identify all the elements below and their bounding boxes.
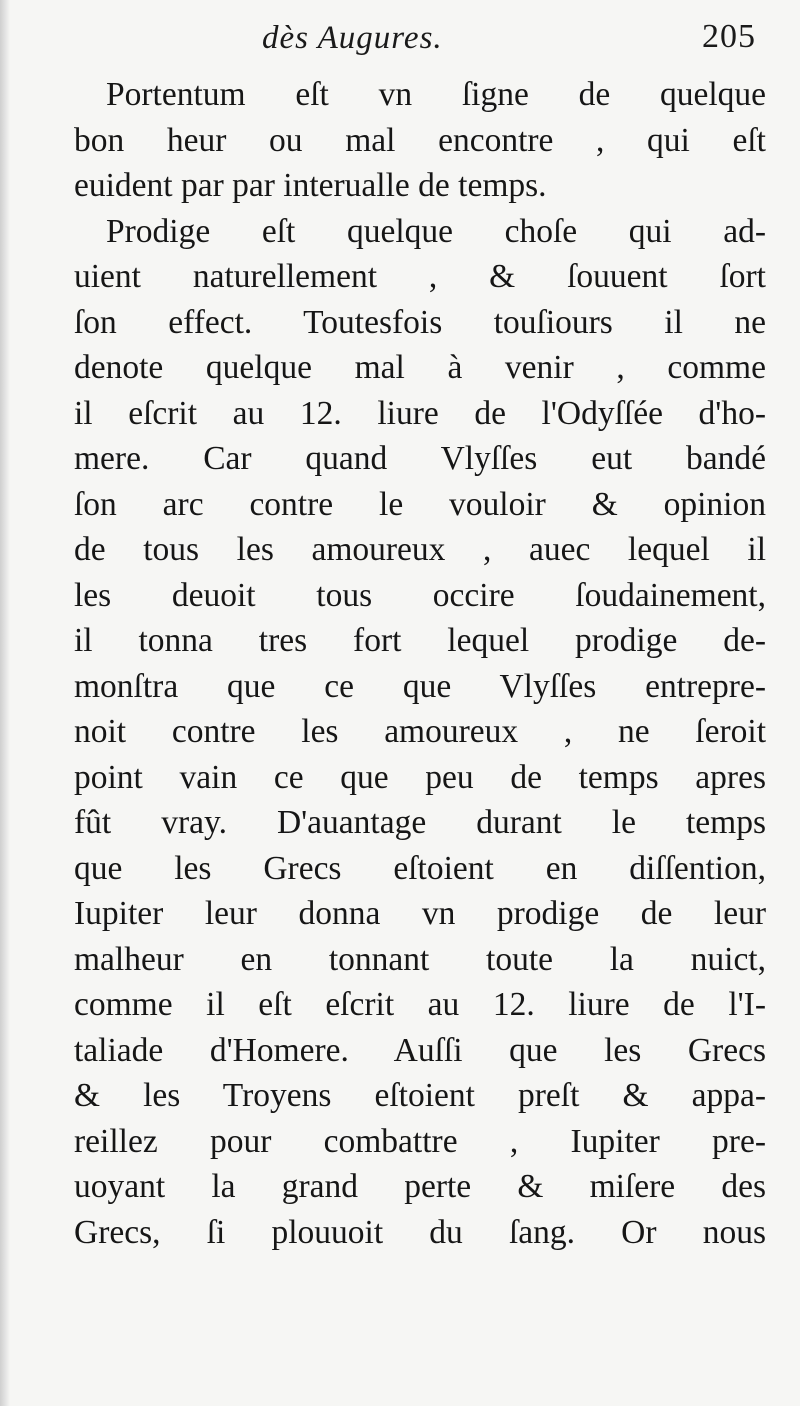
- page-edge-shadow: [0, 0, 10, 1406]
- text-line: denote quelque mal à venir , comme: [74, 349, 766, 386]
- text-line: Portentum eſt vn ſigne de quelque: [106, 76, 766, 113]
- page-number: 205: [702, 18, 756, 55]
- text-line: reillez pour combattre , Iupiter pre-: [74, 1122, 766, 1160]
- text-line: & les Troyens eſtoient preſt & appa-: [74, 1077, 766, 1114]
- text-line: les deuoit tous occire ſoudainement,: [74, 576, 766, 614]
- text-line: de tous les amoureux , auec lequel il: [74, 531, 766, 568]
- body-text: [74, 72, 766, 1255]
- text-line: taliade d'Homere. Auſſi que les Grecs: [74, 1031, 766, 1069]
- text-line: ſon effect. Toutesfois touſiours il ne: [74, 303, 766, 341]
- text-line: que les Grecs eſtoient en diſſention,: [74, 849, 766, 887]
- text-line: mere. Car quand Vlyſſes eut bandé: [74, 440, 766, 477]
- text-line: monſtra que ce que Vlyſſes entrepre-: [74, 667, 766, 705]
- text-line: euident par par interualle de temps.: [74, 167, 547, 204]
- running-head: [0, 20, 800, 64]
- text-line: uient naturellement , & ſouuent ſort: [74, 258, 766, 295]
- text-line: point vain ce que peu de temps apres: [74, 758, 766, 796]
- text-line: Prodige eſt quelque choſe qui ad-: [106, 212, 766, 250]
- text-line: Grecs, ſi plouuoit du ſang. Or nous: [74, 1213, 766, 1251]
- text-line: noit contre les amoureux , ne ſeroit: [74, 713, 766, 750]
- running-head-title: dès Augures.: [262, 20, 443, 56]
- text-line: uoyant la grand perte & miſere des: [74, 1168, 766, 1205]
- text-line: Iupiter leur donna vn prodige de leur: [74, 895, 766, 932]
- text-line: malheur en tonnant toute la nuict,: [74, 940, 766, 978]
- text-line: fût vray. D'auantage durant le temps: [74, 804, 766, 841]
- text-line: comme il eſt eſcrit au 12. liure de l'I-: [74, 986, 766, 1023]
- text-line: il tonna tres fort lequel prodige de-: [74, 622, 766, 659]
- text-line: ſon arc contre le vouloir & opinion: [74, 485, 766, 523]
- text-line: bon heur ou mal encontre , qui eſt: [74, 121, 766, 159]
- text-line: il eſcrit au 12. liure de l'Odyſſée d'ho-: [74, 394, 766, 432]
